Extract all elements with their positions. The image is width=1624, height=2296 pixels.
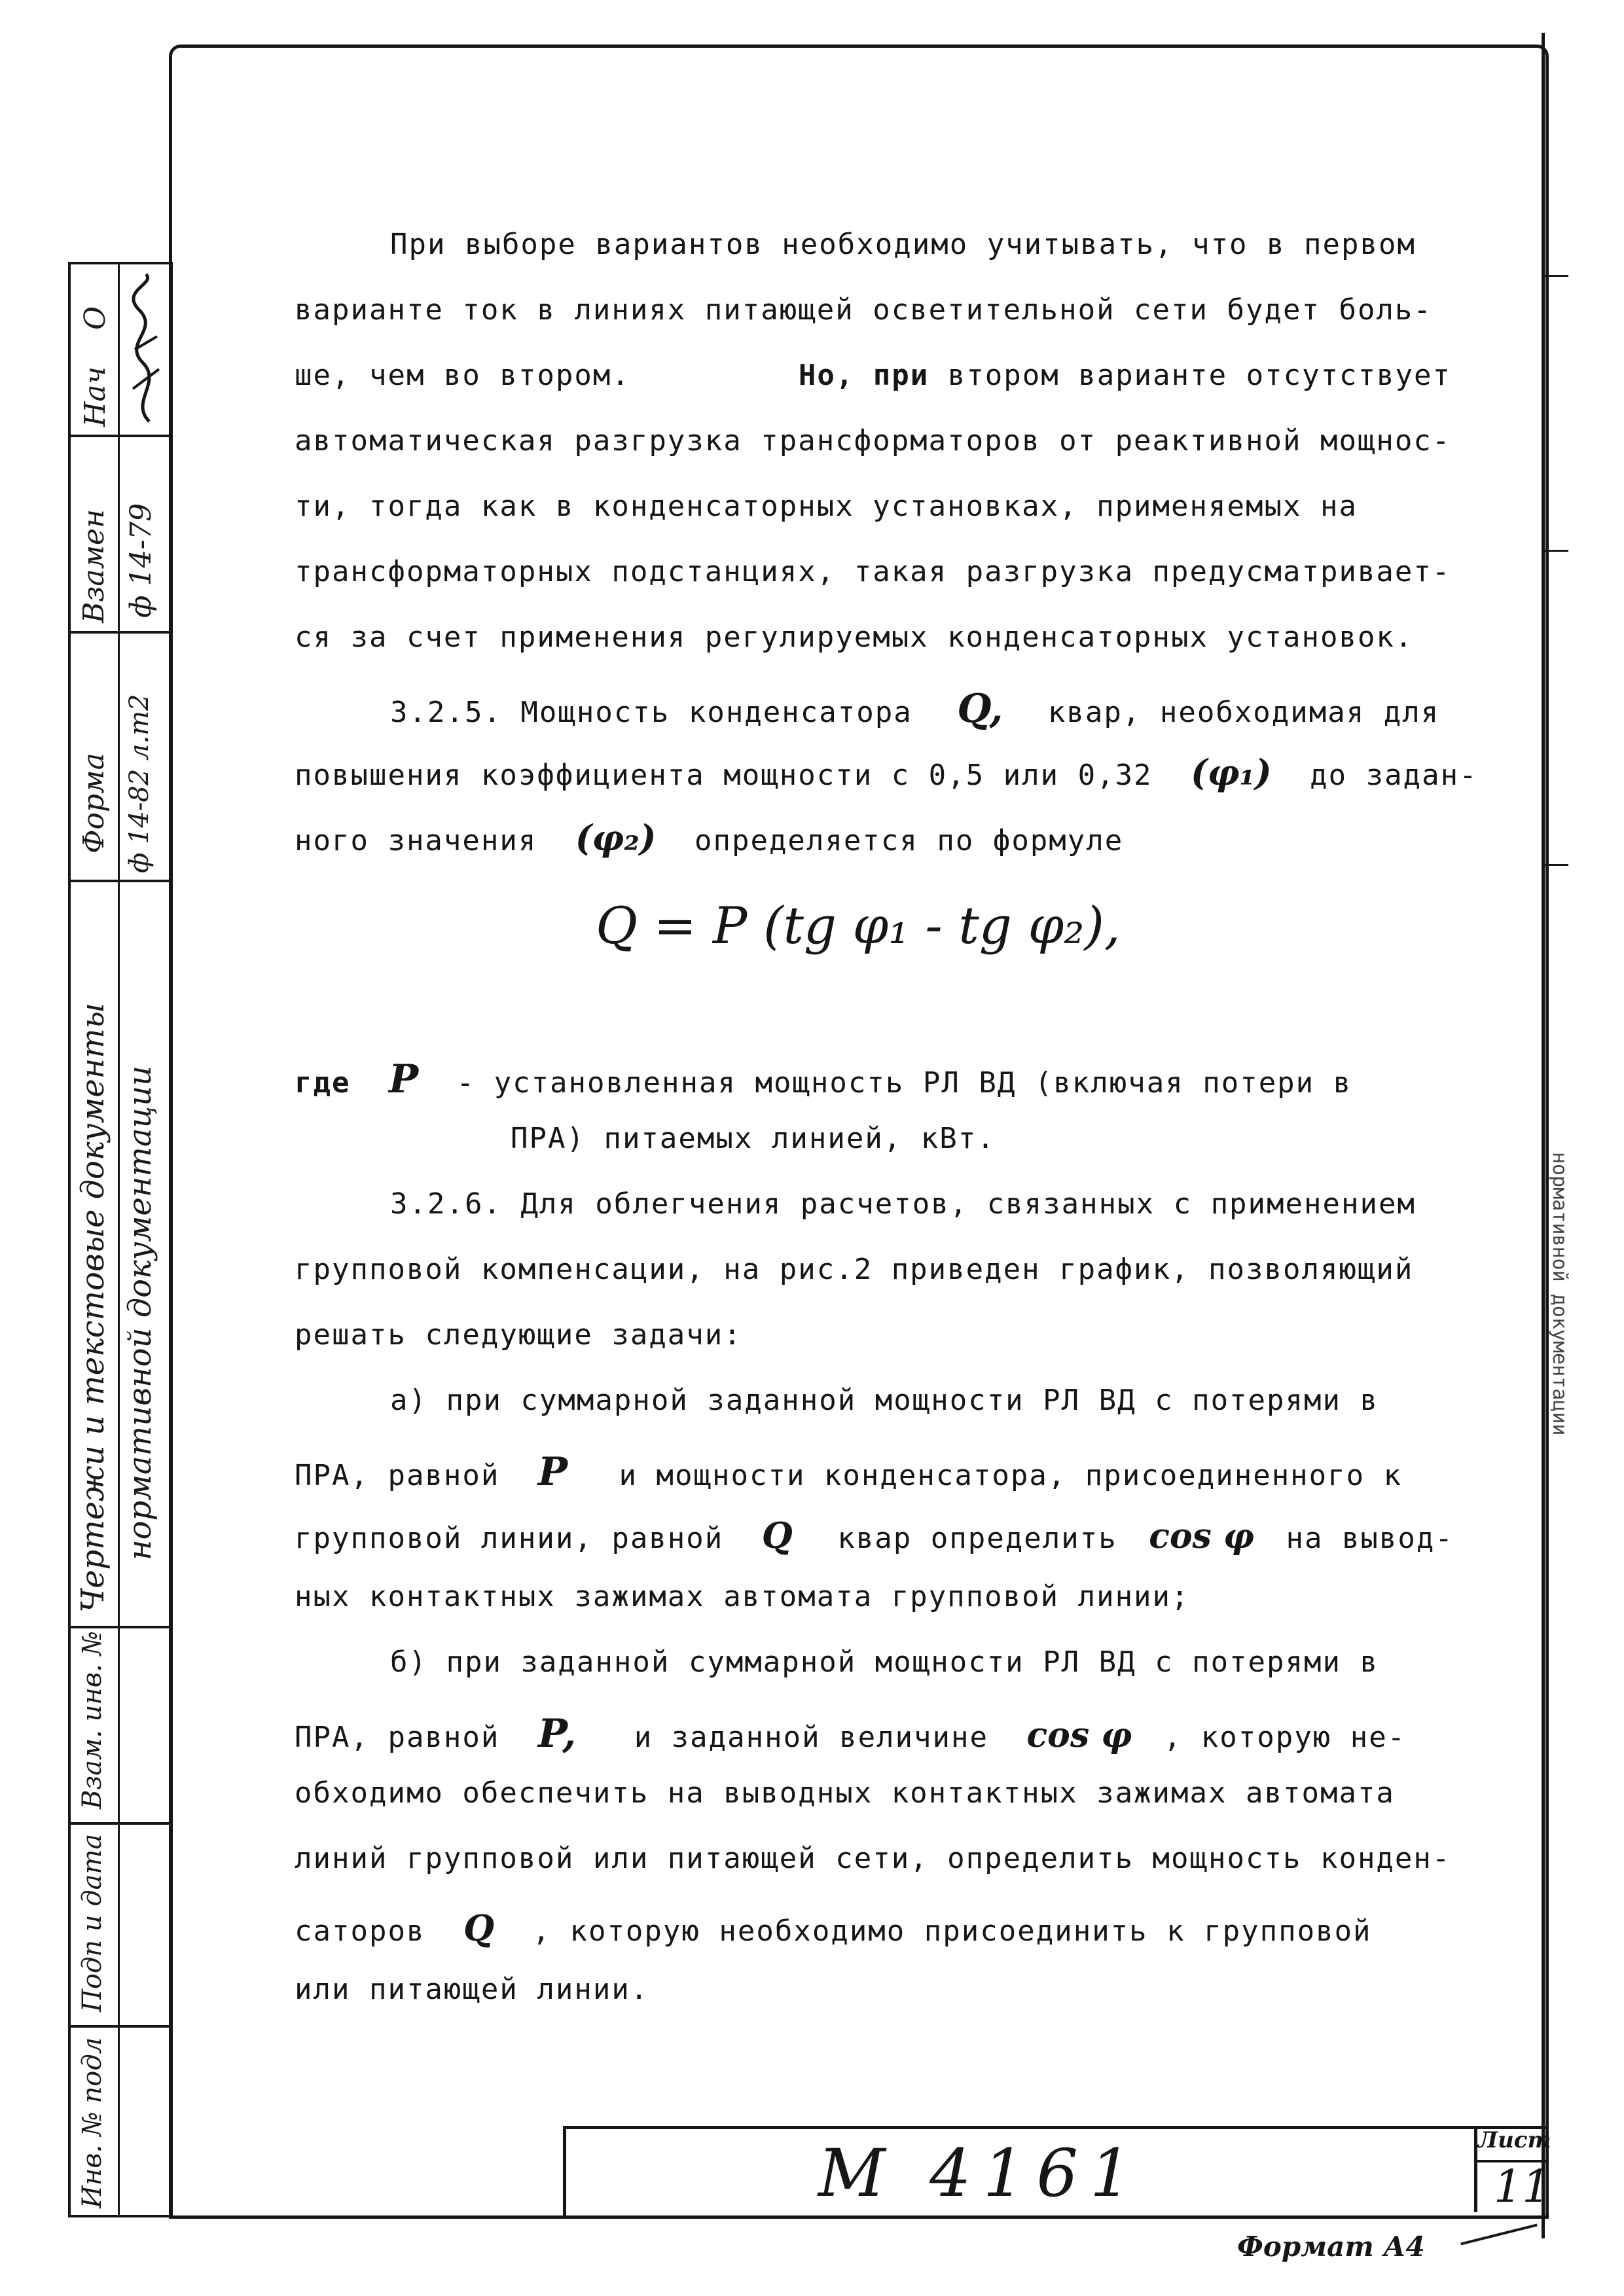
stamp-row-divider bbox=[71, 880, 170, 882]
body-line: ных контактных зажимах автомата групповой линии; bbox=[295, 1580, 1190, 1613]
margin-tick bbox=[1545, 275, 1568, 277]
formula: Q = P (tg φ₁ - tg φ₂), bbox=[596, 897, 1121, 956]
body-line bbox=[295, 751, 1478, 793]
body-line bbox=[295, 1449, 1402, 1495]
format-underline bbox=[1460, 2224, 1537, 2246]
symbol-cos-phi: cos φ bbox=[1026, 1715, 1132, 1755]
body-text-handwritten: Но, при bbox=[798, 359, 929, 392]
stamp-vzam-inv-label: Взам. инв. № bbox=[77, 1630, 107, 1809]
symbol-phi1: (φ₁) bbox=[1191, 751, 1272, 793]
stamp-row-divider bbox=[71, 631, 170, 634]
body-line: ПРА) питаемых линией, кВт. bbox=[511, 1122, 996, 1155]
stamp-doc-title-2: нормативной документации bbox=[122, 1066, 158, 1560]
body-line bbox=[295, 1711, 1406, 1757]
stamp-nach-label: Нач bbox=[79, 367, 112, 427]
body-text: ПРА, равной bbox=[295, 1459, 500, 1492]
symbol-q: Q bbox=[761, 1515, 793, 1556]
document-code: М 4161 bbox=[818, 2135, 1144, 2212]
body-text: , которую необходимо присоединить к групповой bbox=[532, 1914, 1372, 1948]
body-text: ше, чем во втором. bbox=[295, 359, 630, 392]
margin-tick bbox=[1545, 550, 1568, 552]
body-line: При выборе вариантов необходимо учитывать, что в первом bbox=[390, 228, 1416, 261]
stamp-forma-label: Форма bbox=[77, 753, 111, 853]
body-text: где bbox=[295, 1066, 351, 1100]
body-line bbox=[295, 1056, 1352, 1102]
stamp-doc-title-1: Чертежи и текстовые документы bbox=[75, 1003, 111, 1613]
body-line: 3.2.6. Для облегчения расчетов, связанных с применением bbox=[390, 1187, 1416, 1221]
body-text: групповой линии, равной bbox=[295, 1522, 724, 1555]
body-line bbox=[295, 359, 1451, 392]
stamp-divider bbox=[118, 264, 120, 2215]
symbol-p: P bbox=[388, 1056, 419, 1102]
symbol-p: P, bbox=[537, 1711, 577, 1757]
body-line bbox=[295, 817, 1123, 859]
stamp-row-divider bbox=[71, 2025, 170, 2028]
stamp-row-divider bbox=[71, 1822, 170, 1825]
body-line: трансформаторных подстанциях, такая разгрузка предусматривает- bbox=[295, 555, 1451, 588]
stamp-vzamen-label: Взамен bbox=[77, 509, 111, 623]
body-line: или питающей линии. bbox=[295, 1973, 649, 2006]
body-line: обходимо обеспечить на выводных контактных зажимах автомата bbox=[295, 1776, 1395, 1810]
stamp-nach-value: О bbox=[79, 306, 112, 330]
body-text: ПРА, равной bbox=[295, 1721, 500, 1754]
format-label: Формат А4 bbox=[1237, 2231, 1425, 2263]
stamp-inv-podl-label: Инв. № подл bbox=[77, 2037, 107, 2208]
body-text: определяется по формуле bbox=[694, 824, 1124, 857]
margin-tick bbox=[1545, 864, 1568, 866]
body-line: групповой компенсации, на рис.2 приведен график, позволяющий bbox=[295, 1253, 1414, 1286]
body-line: линий групповой или питающей сети, определить мощность конден- bbox=[295, 1842, 1451, 1875]
symbol-q: Q, bbox=[957, 686, 1003, 732]
right-margin-text: нормативной документации bbox=[1548, 1152, 1571, 1436]
symbol-q: Q bbox=[463, 1907, 494, 1949]
body-text: до задан- bbox=[1310, 759, 1478, 792]
body-line bbox=[295, 1515, 1454, 1556]
body-line: б) при заданной суммарной мощности РЛ ВД с потерями в bbox=[390, 1645, 1379, 1679]
stamp-row-divider bbox=[71, 435, 170, 437]
body-text: на вывод- bbox=[1286, 1522, 1454, 1555]
stamp-row-divider bbox=[71, 1626, 170, 1628]
body-line: ти, тогда как в конденсаторных установках, применяемых на bbox=[295, 490, 1358, 523]
stamp-vzamen-value: ф 14-79 bbox=[124, 503, 158, 618]
sheet-number: 11 bbox=[1494, 2161, 1551, 2213]
body-text: - установленная мощность РЛ ВД (включая потери в bbox=[456, 1066, 1352, 1100]
body-text: квар определить bbox=[837, 1522, 1117, 1555]
body-text: саторов bbox=[295, 1914, 425, 1948]
body-line: автоматическая разгрузка трансформаторов от реактивной мощнос- bbox=[295, 424, 1451, 457]
body-text: ного значения bbox=[295, 824, 537, 857]
body-text: повышения коэффициента мощности с 0,5 или 0,32 bbox=[295, 759, 1153, 792]
sheet-label: Лист bbox=[1478, 2127, 1551, 2153]
body-line: варианте ток в линиях питающей осветительной сети будет боль- bbox=[295, 293, 1432, 327]
signature-mark bbox=[123, 271, 166, 428]
body-text: и заданной величине bbox=[634, 1721, 989, 1754]
body-line: решать следующие задачи: bbox=[295, 1318, 742, 1352]
symbol-phi2: (φ₂) bbox=[575, 817, 657, 859]
left-stamp-column bbox=[68, 262, 173, 2217]
body-text: и мощности конденсатора, присоединенного к bbox=[619, 1459, 1403, 1492]
body-text: , которую не- bbox=[1163, 1721, 1407, 1754]
body-line bbox=[295, 1907, 1372, 1949]
body-text: 3.2.5. Мощность конденсатора bbox=[390, 696, 912, 729]
body-line bbox=[390, 686, 1439, 732]
symbol-cos-phi: cos φ bbox=[1149, 1516, 1254, 1556]
body-text: втором варианте отсутствует bbox=[947, 359, 1452, 392]
right-margin-marks bbox=[1542, 275, 1581, 1436]
body-line: ся за счет применения регулируемых конденсаторных установок. bbox=[295, 620, 1414, 654]
stamp-forma-value: ф 14-82 л.т2 bbox=[124, 694, 154, 873]
body-text: квар, необходимая для bbox=[1047, 696, 1440, 729]
symbol-p: P bbox=[537, 1449, 568, 1495]
stamp-podp-data-label: Подп и дата bbox=[77, 1833, 107, 2012]
body-line: а) при суммарной заданной мощности РЛ ВД с потерями в bbox=[390, 1384, 1379, 1417]
